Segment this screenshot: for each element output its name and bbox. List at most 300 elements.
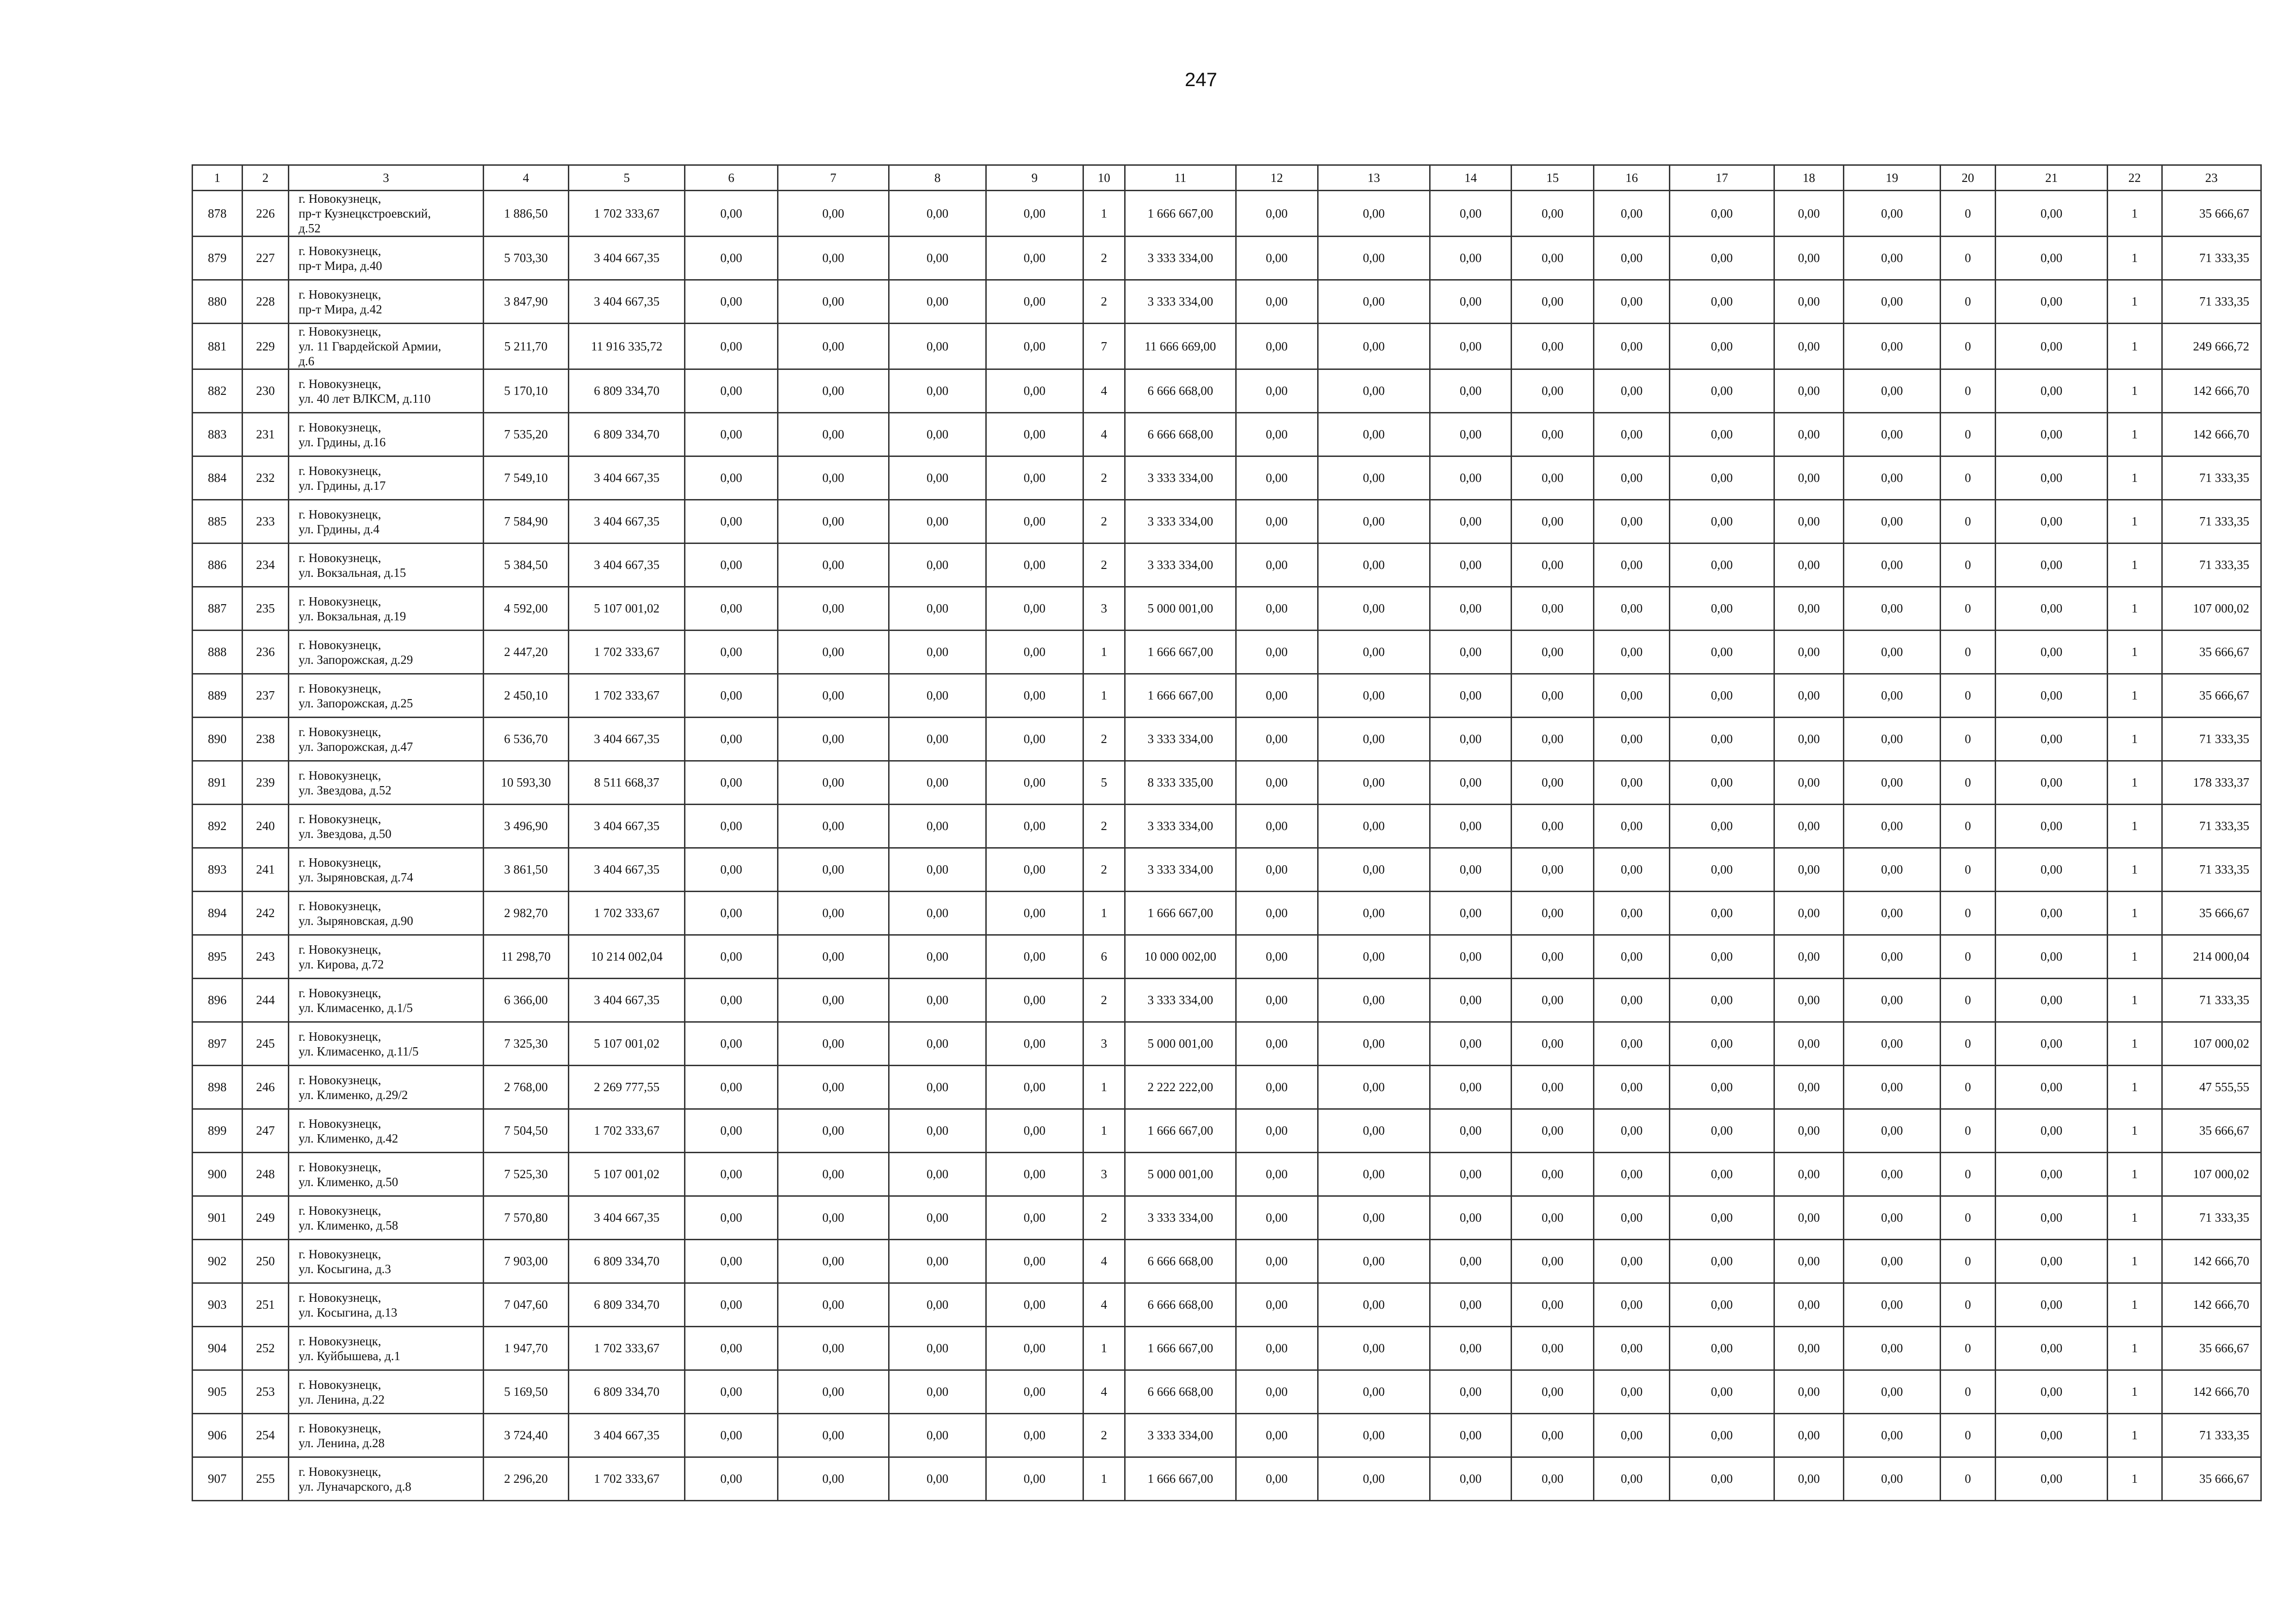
col-22-cell: 1 [2107, 1414, 2162, 1457]
address-cell [289, 1457, 484, 1501]
col-21-cell: 0,00 [1996, 1109, 2107, 1153]
col-12-cell: 0,00 [1236, 1283, 1318, 1327]
col-16-cell: 0,00 [1594, 1414, 1670, 1457]
address-line: ул. Луначарского, д.8 [299, 1479, 411, 1493]
col-12-cell: 0,00 [1236, 761, 1318, 805]
row-index: 246 [242, 1066, 289, 1109]
col-8-cell: 0,00 [889, 805, 986, 848]
col-22-cell: 1 [2107, 413, 2162, 456]
col-19-cell: 0,00 [1844, 1022, 1940, 1066]
col-6-cell: 0,00 [685, 631, 778, 674]
total-cost-cell: 1 702 333,67 [568, 1457, 685, 1501]
col-18-cell: 0,00 [1774, 979, 1844, 1022]
address-line: г. Новокузнецк, [299, 1160, 381, 1174]
col-9-cell: 0,00 [986, 324, 1083, 369]
col-8-cell: 0,00 [889, 1196, 986, 1240]
col-15-cell: 0,00 [1512, 979, 1594, 1022]
col-10-cell: 4 [1083, 413, 1125, 456]
address-cell [289, 1109, 484, 1153]
col-11-cell: 3 333 334,00 [1125, 280, 1236, 324]
col-20-cell: 0 [1940, 848, 1996, 892]
col-18-cell: 0,00 [1774, 587, 1844, 631]
col-21-cell: 0,00 [1996, 1414, 2107, 1457]
col-10-cell: 2 [1083, 280, 1125, 324]
col-16-cell: 0,00 [1594, 1109, 1670, 1153]
col-12-cell: 0,00 [1236, 631, 1318, 674]
col-7-cell: 0,00 [778, 761, 889, 805]
col-14-cell: 0,00 [1430, 1153, 1512, 1196]
col-23-cell: 71 333,35 [2162, 237, 2261, 280]
col-23-cell: 142 666,70 [2162, 1240, 2261, 1283]
row-index: 247 [242, 1109, 289, 1153]
col-10-cell: 7 [1083, 324, 1125, 369]
area-cell: 1 886,50 [483, 191, 568, 237]
col-16-cell: 0,00 [1594, 587, 1670, 631]
col-15-cell: 0,00 [1512, 935, 1594, 979]
col-20-cell: 0 [1940, 1457, 1996, 1501]
col-8-cell: 0,00 [889, 1109, 986, 1153]
col-6-cell: 0,00 [685, 979, 778, 1022]
col-23-cell: 35 666,67 [2162, 892, 2261, 935]
col-6-cell: 0,00 [685, 1283, 778, 1327]
col-9-cell: 0,00 [986, 237, 1083, 280]
col-12-cell: 0,00 [1236, 280, 1318, 324]
col-7-cell: 0,00 [778, 631, 889, 674]
col-17-cell: 0,00 [1670, 1066, 1774, 1109]
address-cell [289, 543, 484, 587]
col-22-cell: 1 [2107, 1066, 2162, 1109]
col-12-cell: 0,00 [1236, 237, 1318, 280]
col-19-cell: 0,00 [1844, 1283, 1940, 1327]
table-row [193, 1283, 2261, 1327]
col-15-cell: 0,00 [1512, 191, 1594, 237]
col-23-cell: 71 333,35 [2162, 1196, 2261, 1240]
row-index: 236 [242, 631, 289, 674]
col-12-cell: 0,00 [1236, 500, 1318, 543]
col-18-cell: 0,00 [1774, 191, 1844, 237]
col-15-cell: 0,00 [1512, 805, 1594, 848]
column-header-8: 8 [889, 165, 986, 191]
col-14-cell: 0,00 [1430, 1370, 1512, 1414]
table-row [193, 718, 2261, 761]
col-14-cell: 0,00 [1430, 674, 1512, 718]
col-21-cell: 0,00 [1996, 761, 2107, 805]
col-16-cell: 0,00 [1594, 237, 1670, 280]
col-9-cell: 0,00 [986, 456, 1083, 500]
column-header-3: 3 [289, 165, 484, 191]
col-9-cell: 0,00 [986, 1283, 1083, 1327]
col-13-cell: 0,00 [1318, 1066, 1430, 1109]
col-7-cell: 0,00 [778, 543, 889, 587]
col-18-cell: 0,00 [1774, 1327, 1844, 1370]
area-cell: 5 384,50 [483, 543, 568, 587]
col-15-cell: 0,00 [1512, 1196, 1594, 1240]
col-6-cell: 0,00 [685, 324, 778, 369]
col-6-cell: 0,00 [685, 1370, 778, 1414]
col-13-cell: 0,00 [1318, 587, 1430, 631]
col-6-cell: 0,00 [685, 1109, 778, 1153]
col-19-cell: 0,00 [1844, 543, 1940, 587]
col-8-cell: 0,00 [889, 500, 986, 543]
col-22-cell: 1 [2107, 1327, 2162, 1370]
col-18-cell: 0,00 [1774, 1022, 1844, 1066]
col-20-cell: 0 [1940, 1109, 1996, 1153]
col-23-cell: 47 555,55 [2162, 1066, 2261, 1109]
col-22-cell: 1 [2107, 369, 2162, 413]
col-16-cell: 0,00 [1594, 1153, 1670, 1196]
col-16-cell: 0,00 [1594, 805, 1670, 848]
col-16-cell: 0,00 [1594, 456, 1670, 500]
col-21-cell: 0,00 [1996, 979, 2107, 1022]
col-6-cell: 0,00 [685, 761, 778, 805]
row-number: 886 [193, 543, 243, 587]
address-line: г. Новокузнецк, [299, 1421, 381, 1435]
address-line: г. Новокузнецк, [299, 1290, 381, 1305]
col-11-cell: 3 333 334,00 [1125, 718, 1236, 761]
col-21-cell: 0,00 [1996, 500, 2107, 543]
col-21-cell: 0,00 [1996, 848, 2107, 892]
col-18-cell: 0,00 [1774, 1414, 1844, 1457]
col-12-cell: 0,00 [1236, 191, 1318, 237]
col-10-cell: 1 [1083, 1327, 1125, 1370]
col-10-cell: 1 [1083, 1066, 1125, 1109]
col-12-cell: 0,00 [1236, 674, 1318, 718]
row-index: 248 [242, 1153, 289, 1196]
col-7-cell: 0,00 [778, 237, 889, 280]
total-cost-cell: 6 809 334,70 [568, 1283, 685, 1327]
address-line: пр-т Кузнецкстроевский, [299, 206, 431, 220]
col-14-cell: 0,00 [1430, 1022, 1512, 1066]
col-6-cell: 0,00 [685, 1153, 778, 1196]
col-9-cell: 0,00 [986, 1022, 1083, 1066]
col-14-cell: 0,00 [1430, 631, 1512, 674]
address-cell [289, 1022, 484, 1066]
col-7-cell: 0,00 [778, 1283, 889, 1327]
col-16-cell: 0,00 [1594, 500, 1670, 543]
area-cell: 1 947,70 [483, 1327, 568, 1370]
col-12-cell: 0,00 [1236, 1109, 1318, 1153]
col-13-cell: 0,00 [1318, 191, 1430, 237]
total-cost-cell: 3 404 667,35 [568, 456, 685, 500]
col-11-cell: 3 333 334,00 [1125, 237, 1236, 280]
col-8-cell: 0,00 [889, 1240, 986, 1283]
col-15-cell: 0,00 [1512, 1370, 1594, 1414]
col-15-cell: 0,00 [1512, 1414, 1594, 1457]
col-12-cell: 0,00 [1236, 587, 1318, 631]
column-header-20: 20 [1940, 165, 1996, 191]
col-17-cell: 0,00 [1670, 892, 1774, 935]
col-16-cell: 0,00 [1594, 1066, 1670, 1109]
address-line: г. Новокузнецк, [299, 1116, 381, 1131]
col-16-cell: 0,00 [1594, 892, 1670, 935]
col-17-cell: 0,00 [1670, 848, 1774, 892]
col-6-cell: 0,00 [685, 500, 778, 543]
total-cost-cell: 2 269 777,55 [568, 1066, 685, 1109]
row-index: 235 [242, 587, 289, 631]
column-header-14: 14 [1430, 165, 1512, 191]
col-13-cell: 0,00 [1318, 848, 1430, 892]
col-19-cell: 0,00 [1844, 1370, 1940, 1414]
col-18-cell: 0,00 [1774, 674, 1844, 718]
table-row [193, 1370, 2261, 1414]
address-line: г. Новокузнецк, [299, 942, 381, 956]
col-10-cell: 1 [1083, 892, 1125, 935]
col-19-cell: 0,00 [1844, 1196, 1940, 1240]
table-row [193, 413, 2261, 456]
col-19-cell: 0,00 [1844, 848, 1940, 892]
area-cell: 7 525,30 [483, 1153, 568, 1196]
col-16-cell: 0,00 [1594, 280, 1670, 324]
col-8-cell: 0,00 [889, 324, 986, 369]
col-23-cell: 35 666,67 [2162, 1457, 2261, 1501]
col-19-cell: 0,00 [1844, 1109, 1940, 1153]
col-18-cell: 0,00 [1774, 1370, 1844, 1414]
column-header-11: 11 [1125, 165, 1236, 191]
address-line: г. Новокузнецк, [299, 1203, 381, 1218]
col-9-cell: 0,00 [986, 280, 1083, 324]
area-cell: 7 570,80 [483, 1196, 568, 1240]
row-index: 249 [242, 1196, 289, 1240]
col-18-cell: 0,00 [1774, 718, 1844, 761]
col-10-cell: 4 [1083, 1370, 1125, 1414]
col-20-cell: 0 [1940, 1370, 1996, 1414]
col-14-cell: 0,00 [1430, 1283, 1512, 1327]
col-17-cell: 0,00 [1670, 280, 1774, 324]
col-22-cell: 1 [2107, 631, 2162, 674]
col-20-cell: 0 [1940, 718, 1996, 761]
col-8-cell: 0,00 [889, 979, 986, 1022]
row-index: 229 [242, 324, 289, 369]
col-13-cell: 0,00 [1318, 1196, 1430, 1240]
total-cost-cell: 1 702 333,67 [568, 1327, 685, 1370]
col-11-cell: 11 666 669,00 [1125, 324, 1236, 369]
col-20-cell: 0 [1940, 369, 1996, 413]
col-21-cell: 0,00 [1996, 1283, 2107, 1327]
col-11-cell: 5 000 001,00 [1125, 587, 1236, 631]
col-7-cell: 0,00 [778, 1327, 889, 1370]
address-line: ул. Зыряновская, д.74 [299, 870, 413, 884]
address-line: ул. Звездова, д.52 [299, 783, 392, 797]
col-8-cell: 0,00 [889, 280, 986, 324]
col-8-cell: 0,00 [889, 935, 986, 979]
area-cell: 7 047,60 [483, 1283, 568, 1327]
col-11-cell: 6 666 668,00 [1125, 369, 1236, 413]
address-line: г. Новокузнецк, [299, 681, 381, 695]
total-cost-cell: 6 809 334,70 [568, 369, 685, 413]
row-index: 253 [242, 1370, 289, 1414]
col-13-cell: 0,00 [1318, 1327, 1430, 1370]
col-9-cell: 0,00 [986, 543, 1083, 587]
col-16-cell: 0,00 [1594, 848, 1670, 892]
col-11-cell: 6 666 668,00 [1125, 1240, 1236, 1283]
col-15-cell: 0,00 [1512, 413, 1594, 456]
col-7-cell: 0,00 [778, 324, 889, 369]
area-cell: 6 366,00 [483, 979, 568, 1022]
col-20-cell: 0 [1940, 1283, 1996, 1327]
col-23-cell: 71 333,35 [2162, 979, 2261, 1022]
table-row [193, 543, 2261, 587]
col-14-cell: 0,00 [1430, 761, 1512, 805]
col-12-cell: 0,00 [1236, 543, 1318, 587]
col-16-cell: 0,00 [1594, 718, 1670, 761]
col-7-cell: 0,00 [778, 718, 889, 761]
col-9-cell: 0,00 [986, 1370, 1083, 1414]
area-cell: 2 447,20 [483, 631, 568, 674]
table-row [193, 1196, 2261, 1240]
col-6-cell: 0,00 [685, 848, 778, 892]
row-index: 251 [242, 1283, 289, 1327]
col-7-cell: 0,00 [778, 1066, 889, 1109]
row-number: 904 [193, 1327, 243, 1370]
col-21-cell: 0,00 [1996, 1066, 2107, 1109]
row-number: 906 [193, 1414, 243, 1457]
col-23-cell: 178 333,37 [2162, 761, 2261, 805]
address-cell [289, 456, 484, 500]
col-7-cell: 0,00 [778, 1240, 889, 1283]
table-row [193, 674, 2261, 718]
col-19-cell: 0,00 [1844, 892, 1940, 935]
col-14-cell: 0,00 [1430, 543, 1512, 587]
col-16-cell: 0,00 [1594, 1240, 1670, 1283]
col-19-cell: 0,00 [1844, 324, 1940, 369]
address-line: ул. Запорожская, д.25 [299, 696, 413, 710]
col-13-cell: 0,00 [1318, 892, 1430, 935]
col-13-cell: 0,00 [1318, 805, 1430, 848]
col-14-cell: 0,00 [1430, 191, 1512, 237]
table-row [193, 892, 2261, 935]
row-number: 905 [193, 1370, 243, 1414]
address-line: г. Новокузнецк, [299, 637, 381, 652]
col-10-cell: 2 [1083, 848, 1125, 892]
col-8-cell: 0,00 [889, 543, 986, 587]
col-9-cell: 0,00 [986, 500, 1083, 543]
address-line: ул. Грдины, д.16 [299, 435, 386, 449]
col-20-cell: 0 [1940, 979, 1996, 1022]
col-21-cell: 0,00 [1996, 1457, 2107, 1501]
address-line: г. Новокузнецк, [299, 1464, 381, 1479]
total-cost-cell: 3 404 667,35 [568, 543, 685, 587]
col-16-cell: 0,00 [1594, 979, 1670, 1022]
col-20-cell: 0 [1940, 413, 1996, 456]
address-line: ул. Кирова, д.72 [299, 957, 384, 971]
col-22-cell: 1 [2107, 543, 2162, 587]
col-17-cell: 0,00 [1670, 237, 1774, 280]
column-header-21: 21 [1996, 165, 2107, 191]
col-20-cell: 0 [1940, 237, 1996, 280]
col-21-cell: 0,00 [1996, 1327, 2107, 1370]
address-line: г. Новокузнецк, [299, 376, 381, 391]
col-20-cell: 0 [1940, 674, 1996, 718]
col-21-cell: 0,00 [1996, 237, 2107, 280]
col-18-cell: 0,00 [1774, 1196, 1844, 1240]
row-index: 245 [242, 1022, 289, 1066]
col-13-cell: 0,00 [1318, 1109, 1430, 1153]
col-8-cell: 0,00 [889, 718, 986, 761]
col-23-cell: 142 666,70 [2162, 369, 2261, 413]
area-cell: 11 298,70 [483, 935, 568, 979]
col-22-cell: 1 [2107, 1457, 2162, 1501]
col-21-cell: 0,00 [1996, 1370, 2107, 1414]
row-number: 884 [193, 456, 243, 500]
col-7-cell: 0,00 [778, 369, 889, 413]
col-20-cell: 0 [1940, 631, 1996, 674]
table-row [193, 1327, 2261, 1370]
col-10-cell: 2 [1083, 237, 1125, 280]
col-15-cell: 0,00 [1512, 1153, 1594, 1196]
col-19-cell: 0,00 [1844, 191, 1940, 237]
col-16-cell: 0,00 [1594, 1022, 1670, 1066]
col-10-cell: 3 [1083, 587, 1125, 631]
col-8-cell: 0,00 [889, 848, 986, 892]
col-19-cell: 0,00 [1844, 1240, 1940, 1283]
row-number: 898 [193, 1066, 243, 1109]
address-cell [289, 718, 484, 761]
row-index: 244 [242, 979, 289, 1022]
col-22-cell: 1 [2107, 1370, 2162, 1414]
col-23-cell: 107 000,02 [2162, 1022, 2261, 1066]
col-7-cell: 0,00 [778, 892, 889, 935]
address-line: пр-т Мира, д.40 [299, 258, 382, 273]
col-21-cell: 0,00 [1996, 456, 2107, 500]
col-15-cell: 0,00 [1512, 631, 1594, 674]
table-row [193, 324, 2261, 369]
address-cell [289, 1414, 484, 1457]
col-13-cell: 0,00 [1318, 324, 1430, 369]
col-7-cell: 0,00 [778, 1457, 889, 1501]
col-6-cell: 0,00 [685, 237, 778, 280]
total-cost-cell: 5 107 001,02 [568, 1022, 685, 1066]
col-18-cell: 0,00 [1774, 369, 1844, 413]
col-18-cell: 0,00 [1774, 1457, 1844, 1501]
col-12-cell: 0,00 [1236, 413, 1318, 456]
col-17-cell: 0,00 [1670, 1196, 1774, 1240]
area-cell: 7 535,20 [483, 413, 568, 456]
col-18-cell: 0,00 [1774, 1283, 1844, 1327]
col-14-cell: 0,00 [1430, 500, 1512, 543]
col-13-cell: 0,00 [1318, 1414, 1430, 1457]
address-line: г. Новокузнецк, [299, 899, 381, 913]
col-19-cell: 0,00 [1844, 1066, 1940, 1109]
address-line: г. Новокузнецк, [299, 812, 381, 826]
col-12-cell: 0,00 [1236, 848, 1318, 892]
col-11-cell: 3 333 334,00 [1125, 456, 1236, 500]
col-23-cell: 107 000,02 [2162, 1153, 2261, 1196]
col-23-cell: 35 666,67 [2162, 631, 2261, 674]
col-12-cell: 0,00 [1236, 369, 1318, 413]
col-15-cell: 0,00 [1512, 500, 1594, 543]
col-19-cell: 0,00 [1844, 979, 1940, 1022]
col-21-cell: 0,00 [1996, 1240, 2107, 1283]
col-14-cell: 0,00 [1430, 1457, 1512, 1501]
col-20-cell: 0 [1940, 191, 1996, 237]
row-number: 883 [193, 413, 243, 456]
col-9-cell: 0,00 [986, 1196, 1083, 1240]
col-23-cell: 142 666,70 [2162, 1370, 2261, 1414]
col-13-cell: 0,00 [1318, 500, 1430, 543]
table-row [193, 1457, 2261, 1501]
row-number: 899 [193, 1109, 243, 1153]
total-cost-cell: 3 404 667,35 [568, 805, 685, 848]
col-17-cell: 0,00 [1670, 1370, 1774, 1414]
col-18-cell: 0,00 [1774, 280, 1844, 324]
col-12-cell: 0,00 [1236, 979, 1318, 1022]
col-9-cell: 0,00 [986, 1109, 1083, 1153]
col-11-cell: 3 333 334,00 [1125, 500, 1236, 543]
col-14-cell: 0,00 [1430, 1240, 1512, 1283]
area-cell: 2 982,70 [483, 892, 568, 935]
col-10-cell: 1 [1083, 1457, 1125, 1501]
col-7-cell: 0,00 [778, 1370, 889, 1414]
